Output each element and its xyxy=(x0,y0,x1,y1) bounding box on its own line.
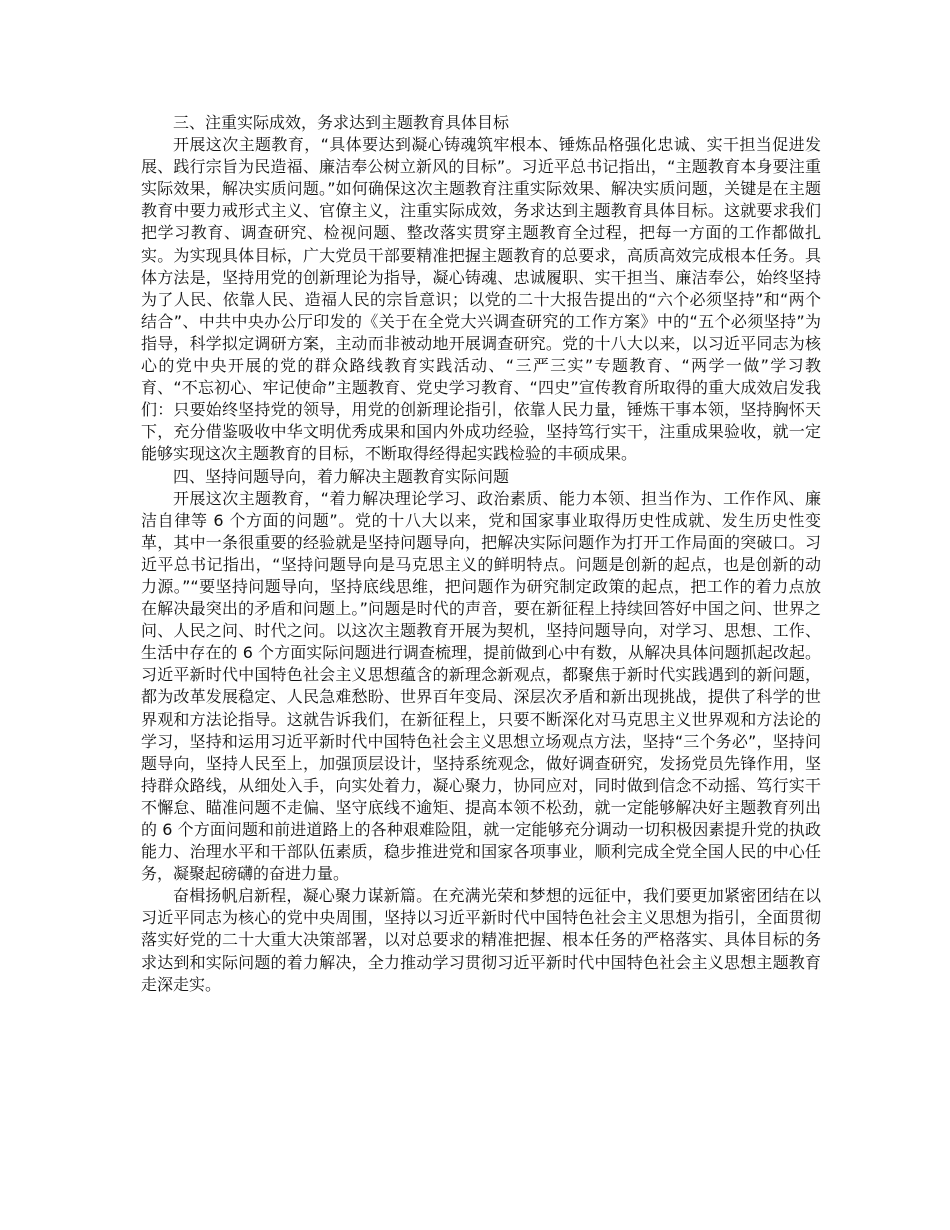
section-heading-three: 三、注重实际成效，务求达到主题教育具体目标 xyxy=(173,113,510,132)
section-heading-four: 四、坚持问题导向，着力解决主题教育实际问题 xyxy=(173,466,510,486)
paragraph-section-four: 开展这次主题教育，“着力解决理论学习、政治素质、能力本领、担当作为、工作作风、廉洁自律等 6 个方面的问题”。党的十八大以来，党和国家事业取得历史性成就、发生历史性变革，其中一条很重要的经验就是坚持问题导向，把解决实际问题作为打开工作局面的突破口。习近平总书记指出，“坚持问题导向是马克思主义的鲜明特点。问题是创新的起点，也是创新的动力源。”“要坚持问题导向，坚持底线思维，把问题作为研究制定政策的起点，把工作的着力点放在解决最突出的矛盾和问题上。”问题是时代的声音，要在新征程上持续回答好中国之问、世界之问、人民之问、时代之问。以这次主题教育开展为契机，坚持问题导向，对学习、思想、工作、生活中存在的 6 个方面实际问题进行调查梳理，提前做到心中有数，从解决具体问题抓起改起。习近平新时代中国特色社会主义思想蕴含的新理念新观点，都聚焦于新时代实践遇到的新问题，都为改革发展稳定、人民急难愁盼、世界百年变局、深层次矛盾和新出现挑战，提供了科学的世界观和方法论指导。这就告诉我们，在新征程上，只要不断深化对马克思主义世界观和方法论的学习，坚持和运用习近平新时代中国特色社会主义思想立场观点方法，坚持“三个务必”，坚持问题导向，坚持人民至上，加强顶层设计，坚持系统观念，做好调查研究，发扬党员先锋作用，坚持群众路线，从细处入手，向实处着力，凝心聚力，协同应对，同时做到信念不动摇、笃行实干不懈怠、瞄准问题不走偏、坚守底线不逾矩、提高本领不松劲，就一定能够解决好主题教育列出的 6 个方面问题和前进道路上的各种艰难险阻，就一定能够充分调动一切积极因素提升党的执政能力、治理水平和干部队伍素质，稳步推进党和国家各项事业，顺利完成全党全国人民的中心任务，凝聚起磅礴的奋进力量。 xyxy=(141,488,821,884)
paragraph-conclusion: 奋楫扬帆启新程，凝心聚力谋新篇。在充满光荣和梦想的远征中，我们要更加紧密团结在以习近平同志为核心的党中央周围，坚持以习近平新时代中国特色社会主义思想为指引，全面贯彻落实好党的二十大重大决策部署，以对总要求的精准把握、根本任务的严格落实、具体目标的务求达到和实际问题的着力解决，全力推动学习贯彻习近平新时代中国特色社会主义思想主题教育走深走实。 xyxy=(141,886,821,994)
paragraph-section-three: 开展这次主题教育，“具体要达到凝心铸魂筑牢根本、锤炼品格强化忠诚、实干担当促进发展、践行宗旨为民造福、廉洁奉公树立新风的目标”。习近平总书记指出，“主题教育本身要注重实际效果，解决实质问题。”如何确保这次主题教育注重实际效果、解决实质问题，关键是在主题教育中要力戒形式主义、官僚主义，注重实际成效，务求达到主题教育具体目标。这就要求我们把学习教育、调查研究、检视问题、整改落实贯穿主题教育全过程，把每一方面的工作都做扎实。为实现具体目标，广大党员干部要精准把握主题教育的总要求，高质高效完成根本任务。具体方法是，坚持用党的创新理论为指导，凝心铸魂、忠诚履职、实干担当、廉洁奉公，始终坚持为了人民、依靠人民、造福人民的宗旨意识；以党的二十大报告提出的“六个必须坚持”和“两个结合”、中共中央办公厅印发的《关于在全党大兴调查研究的工作方案》中的“五个必须坚持”为指导，科学拟定调研方案，主动而非被动地开展调查研究。党的十八大以来，以习近平同志为核心的党中央开展的党的群众路线教育实践活动、“三严三实”专题教育、“两学一做”学习教育、“不忘初心、牢记使命”主题教育、党史学习教育、“四史”宣传教育所取得的重大成效启发我们：只要始终坚持党的领导，用党的创新理论指引，依靠人民力量，锤炼干事本领，坚持胸怀天下，充分借鉴吸收中华文明优秀成果和国内外成功经验，坚持笃行实干，注重成果验收，就一定能够实现这次主题教育的目标，不断取得经得起实践检验的丰硕成果。 xyxy=(141,135,821,464)
document-body xyxy=(141,112,821,996)
